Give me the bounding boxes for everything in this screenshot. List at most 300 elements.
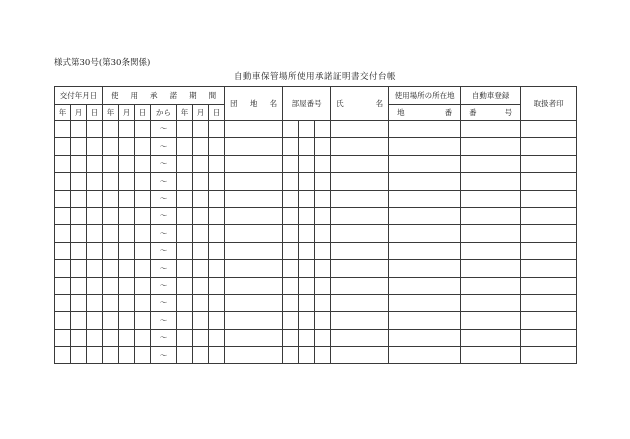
entry-cell[interactable]	[521, 242, 577, 259]
entry-cell[interactable]	[177, 347, 193, 364]
entry-cell[interactable]	[119, 155, 135, 172]
entry-cell[interactable]	[135, 155, 151, 172]
entry-cell[interactable]	[299, 347, 315, 364]
entry-cell[interactable]	[299, 312, 315, 329]
entry-cell[interactable]	[299, 190, 315, 207]
entry-cell[interactable]	[209, 173, 225, 190]
entry-cell[interactable]	[389, 347, 461, 364]
entry-cell[interactable]	[331, 121, 389, 138]
row-from-mark: 〜	[151, 225, 177, 242]
row-from-mark: 〜	[151, 329, 177, 346]
entry-cell[interactable]	[331, 294, 389, 311]
entry-cell[interactable]	[87, 329, 103, 346]
entry-cell[interactable]	[177, 207, 193, 224]
entry-cell[interactable]	[521, 347, 577, 364]
entry-cell[interactable]	[103, 225, 119, 242]
entry-cell[interactable]	[315, 225, 331, 242]
header-lot-number	[389, 105, 461, 121]
header-usage-period-char: 承	[150, 90, 158, 100]
entry-cell[interactable]	[461, 190, 521, 207]
register-row	[55, 155, 577, 172]
entry-cell[interactable]	[209, 277, 225, 294]
header-usage-period	[103, 87, 225, 105]
entry-cell[interactable]	[209, 190, 225, 207]
entry-cell[interactable]	[103, 173, 119, 190]
entry-cell[interactable]	[55, 277, 71, 294]
entry-cell[interactable]	[135, 347, 151, 364]
entry-cell[interactable]	[521, 173, 577, 190]
header-location: 使用場所の所在地	[389, 87, 461, 105]
entry-cell[interactable]	[87, 155, 103, 172]
entry-cell[interactable]	[331, 242, 389, 259]
entry-cell[interactable]	[461, 173, 521, 190]
header-year: 年	[103, 105, 119, 121]
entry-cell[interactable]	[87, 312, 103, 329]
header-number-char: 番	[469, 107, 477, 117]
entry-cell[interactable]	[299, 242, 315, 259]
entry-cell[interactable]	[87, 242, 103, 259]
entry-cell[interactable]	[389, 277, 461, 294]
register-row	[55, 121, 577, 138]
entry-cell[interactable]	[193, 242, 209, 259]
entry-cell[interactable]	[461, 242, 521, 259]
entry-cell[interactable]	[177, 329, 193, 346]
row-from-mark: 〜	[151, 242, 177, 259]
entry-cell[interactable]	[103, 155, 119, 172]
entry-cell[interactable]	[299, 138, 315, 155]
entry-cell[interactable]	[87, 294, 103, 311]
entry-cell[interactable]	[315, 173, 331, 190]
entry-cell[interactable]	[331, 260, 389, 277]
header-year: 年	[55, 105, 71, 121]
entry-cell[interactable]	[209, 312, 225, 329]
entry-cell[interactable]	[87, 207, 103, 224]
entry-cell[interactable]	[135, 294, 151, 311]
row-from-mark: 〜	[151, 312, 177, 329]
entry-cell[interactable]	[315, 312, 331, 329]
entry-cell[interactable]	[225, 207, 283, 224]
entry-cell[interactable]	[87, 260, 103, 277]
entry-cell[interactable]	[209, 347, 225, 364]
header-row-1	[55, 87, 577, 105]
entry-cell[interactable]	[209, 121, 225, 138]
entry-cell[interactable]	[135, 329, 151, 346]
entry-cell[interactable]	[177, 138, 193, 155]
entry-cell[interactable]	[299, 155, 315, 172]
row-from-mark: 〜	[151, 294, 177, 311]
entry-cell[interactable]	[103, 312, 119, 329]
entry-cell[interactable]	[461, 347, 521, 364]
entry-cell[interactable]	[119, 207, 135, 224]
entry-cell[interactable]	[87, 173, 103, 190]
row-from-mark: 〜	[151, 347, 177, 364]
entry-cell[interactable]	[193, 207, 209, 224]
entry-cell[interactable]	[119, 329, 135, 346]
entry-cell[interactable]	[521, 207, 577, 224]
entry-cell[interactable]	[135, 173, 151, 190]
entry-cell[interactable]	[315, 260, 331, 277]
entry-cell[interactable]	[71, 173, 87, 190]
entry-cell[interactable]	[193, 155, 209, 172]
entry-cell[interactable]	[209, 155, 225, 172]
entry-cell[interactable]	[103, 138, 119, 155]
entry-cell[interactable]	[299, 329, 315, 346]
entry-cell[interactable]	[55, 260, 71, 277]
entry-cell[interactable]	[389, 312, 461, 329]
entry-cell[interactable]	[389, 294, 461, 311]
header-usage-period-char: 間	[208, 90, 217, 100]
row-from-mark: 〜	[151, 207, 177, 224]
row-from-mark: 〜	[151, 121, 177, 138]
register-row	[55, 225, 577, 242]
header-name	[331, 87, 389, 121]
entry-cell[interactable]	[103, 260, 119, 277]
entry-cell[interactable]	[135, 312, 151, 329]
entry-cell[interactable]	[193, 312, 209, 329]
entry-cell[interactable]	[193, 173, 209, 190]
register-row	[55, 329, 577, 346]
entry-cell[interactable]	[331, 312, 389, 329]
entry-cell[interactable]	[177, 277, 193, 294]
row-from-mark: 〜	[151, 138, 177, 155]
entry-cell[interactable]	[461, 155, 521, 172]
entry-cell[interactable]	[103, 242, 119, 259]
entry-cell[interactable]	[119, 121, 135, 138]
entry-cell[interactable]	[177, 294, 193, 311]
entry-cell[interactable]	[55, 242, 71, 259]
entry-cell[interactable]	[55, 312, 71, 329]
entry-cell[interactable]	[283, 242, 299, 259]
header-name-char: 氏	[336, 98, 344, 108]
entry-cell[interactable]	[225, 225, 283, 242]
entry-cell[interactable]	[315, 121, 331, 138]
entry-cell[interactable]	[71, 138, 87, 155]
entry-cell[interactable]	[225, 294, 283, 311]
header-handler-seal: 取扱者印	[521, 87, 577, 121]
entry-cell[interactable]	[461, 260, 521, 277]
entry-cell[interactable]	[103, 347, 119, 364]
entry-cell[interactable]	[71, 155, 87, 172]
entry-cell[interactable]	[331, 347, 389, 364]
entry-cell[interactable]	[119, 347, 135, 364]
header-usage-period-char: 使	[111, 90, 119, 100]
entry-cell[interactable]	[103, 207, 119, 224]
entry-cell[interactable]	[389, 207, 461, 224]
entry-cell[interactable]	[71, 242, 87, 259]
entry-cell[interactable]	[331, 207, 389, 224]
register-row	[55, 294, 577, 311]
entry-cell[interactable]	[55, 329, 71, 346]
entry-cell[interactable]	[299, 207, 315, 224]
entry-cell[interactable]	[55, 121, 71, 138]
header-complex-name-char: 地	[249, 98, 258, 108]
entry-cell[interactable]	[119, 277, 135, 294]
entry-cell[interactable]	[283, 155, 299, 172]
entry-cell[interactable]	[119, 312, 135, 329]
entry-cell[interactable]	[177, 155, 193, 172]
entry-cell[interactable]	[177, 242, 193, 259]
entry-cell[interactable]	[87, 121, 103, 138]
register-row	[55, 277, 577, 294]
entry-cell[interactable]	[389, 173, 461, 190]
entry-cell[interactable]	[461, 207, 521, 224]
entry-cell[interactable]	[521, 312, 577, 329]
entry-cell[interactable]	[521, 294, 577, 311]
entry-cell[interactable]	[225, 347, 283, 364]
header-from: から	[151, 105, 177, 121]
entry-cell[interactable]	[71, 277, 87, 294]
entry-cell[interactable]	[177, 225, 193, 242]
entry-cell[interactable]	[331, 225, 389, 242]
form-number-label: 様式第30号(第30条関係)	[54, 58, 151, 68]
header-month: 月	[119, 105, 135, 121]
entry-cell[interactable]	[283, 225, 299, 242]
entry-cell[interactable]	[177, 121, 193, 138]
header-month: 月	[193, 105, 209, 121]
entry-cell[interactable]	[283, 312, 299, 329]
entry-cell[interactable]	[331, 138, 389, 155]
entry-cell[interactable]	[225, 173, 283, 190]
entry-cell[interactable]	[225, 138, 283, 155]
register-row	[55, 347, 577, 364]
entry-cell[interactable]	[389, 242, 461, 259]
entry-cell[interactable]	[135, 190, 151, 207]
entry-cell[interactable]	[389, 260, 461, 277]
entry-cell[interactable]	[225, 312, 283, 329]
entry-cell[interactable]	[193, 347, 209, 364]
header-complex-name-char: 名	[269, 98, 278, 108]
entry-cell[interactable]	[55, 347, 71, 364]
entry-cell[interactable]	[55, 173, 71, 190]
header-vehicle-registration: 自動車登録	[461, 87, 521, 105]
entry-cell[interactable]	[521, 121, 577, 138]
entry-cell[interactable]	[389, 138, 461, 155]
entry-cell[interactable]	[193, 260, 209, 277]
entry-cell[interactable]	[103, 329, 119, 346]
entry-cell[interactable]	[389, 121, 461, 138]
entry-cell[interactable]	[315, 138, 331, 155]
entry-cell[interactable]	[389, 190, 461, 207]
header-usage-period-char: 用	[130, 90, 139, 100]
entry-cell[interactable]	[71, 225, 87, 242]
entry-cell[interactable]	[87, 277, 103, 294]
entry-cell[interactable]	[461, 225, 521, 242]
header-complex-name-char: 団	[230, 98, 238, 108]
entry-cell[interactable]	[119, 138, 135, 155]
entry-cell[interactable]	[521, 329, 577, 346]
entry-cell[interactable]	[315, 294, 331, 311]
header-day: 日	[135, 105, 151, 121]
entry-cell[interactable]	[225, 260, 283, 277]
entry-cell[interactable]	[315, 347, 331, 364]
row-from-mark: 〜	[151, 277, 177, 294]
entry-cell[interactable]	[55, 294, 71, 311]
entry-cell[interactable]	[71, 347, 87, 364]
entry-cell[interactable]	[193, 225, 209, 242]
entry-cell[interactable]	[521, 155, 577, 172]
entry-cell[interactable]	[331, 329, 389, 346]
entry-cell[interactable]	[71, 260, 87, 277]
entry-cell[interactable]	[193, 294, 209, 311]
entry-cell[interactable]	[193, 277, 209, 294]
entry-cell[interactable]	[103, 190, 119, 207]
entry-cell[interactable]	[55, 138, 71, 155]
entry-cell[interactable]	[55, 225, 71, 242]
entry-cell[interactable]	[71, 207, 87, 224]
entry-cell[interactable]	[193, 190, 209, 207]
entry-cell[interactable]	[283, 260, 299, 277]
entry-cell[interactable]	[389, 329, 461, 346]
entry-cell[interactable]	[461, 294, 521, 311]
register-row	[55, 312, 577, 329]
entry-cell[interactable]	[71, 329, 87, 346]
entry-cell[interactable]	[71, 121, 87, 138]
register-row	[55, 207, 577, 224]
row-from-mark: 〜	[151, 155, 177, 172]
entry-cell[interactable]	[55, 155, 71, 172]
entry-cell[interactable]	[283, 347, 299, 364]
entry-cell[interactable]	[283, 190, 299, 207]
entry-cell[interactable]	[331, 155, 389, 172]
entry-cell[interactable]	[193, 121, 209, 138]
entry-cell[interactable]	[331, 277, 389, 294]
entry-cell[interactable]	[177, 312, 193, 329]
entry-cell[interactable]	[283, 121, 299, 138]
entry-cell[interactable]	[315, 190, 331, 207]
entry-cell[interactable]	[521, 277, 577, 294]
entry-cell[interactable]	[283, 138, 299, 155]
entry-cell[interactable]	[461, 138, 521, 155]
entry-cell[interactable]	[135, 260, 151, 277]
entry-cell[interactable]	[209, 138, 225, 155]
header-year: 年	[177, 105, 193, 121]
header-lot-number-char: 地	[397, 107, 405, 117]
entry-cell[interactable]	[135, 277, 151, 294]
header-lot-number-char: 番	[444, 107, 453, 117]
entry-cell[interactable]	[225, 190, 283, 207]
entry-cell[interactable]	[177, 190, 193, 207]
entry-cell[interactable]	[209, 225, 225, 242]
entry-cell[interactable]	[119, 260, 135, 277]
entry-cell[interactable]	[119, 190, 135, 207]
entry-cell[interactable]	[283, 207, 299, 224]
entry-cell[interactable]	[209, 260, 225, 277]
register-row	[55, 260, 577, 277]
entry-cell[interactable]	[389, 155, 461, 172]
row-from-mark: 〜	[151, 190, 177, 207]
entry-cell[interactable]	[119, 173, 135, 190]
entry-cell[interactable]	[135, 121, 151, 138]
entry-cell[interactable]	[209, 294, 225, 311]
entry-cell[interactable]	[389, 225, 461, 242]
entry-cell[interactable]	[103, 294, 119, 311]
entry-cell[interactable]	[71, 312, 87, 329]
entry-cell[interactable]	[209, 207, 225, 224]
entry-cell[interactable]	[299, 277, 315, 294]
entry-cell[interactable]	[299, 260, 315, 277]
entry-cell[interactable]	[299, 173, 315, 190]
entry-cell[interactable]	[461, 121, 521, 138]
entry-cell[interactable]	[315, 155, 331, 172]
entry-cell[interactable]	[119, 242, 135, 259]
entry-cell[interactable]	[299, 294, 315, 311]
entry-cell[interactable]	[521, 225, 577, 242]
entry-cell[interactable]	[87, 190, 103, 207]
header-name-char: 名	[375, 98, 384, 108]
entry-cell[interactable]	[225, 329, 283, 346]
entry-cell[interactable]	[521, 190, 577, 207]
entry-cell[interactable]	[177, 173, 193, 190]
entry-cell[interactable]	[331, 190, 389, 207]
row-from-mark: 〜	[151, 260, 177, 277]
entry-cell[interactable]	[521, 260, 577, 277]
entry-cell[interactable]	[87, 225, 103, 242]
header-room-number: 部屋番号	[283, 87, 331, 121]
entry-cell[interactable]	[225, 277, 283, 294]
entry-cell[interactable]	[461, 312, 521, 329]
entry-cell[interactable]	[87, 138, 103, 155]
entry-cell[interactable]	[331, 173, 389, 190]
entry-cell[interactable]	[71, 190, 87, 207]
header-usage-period-char: 諾	[169, 90, 178, 100]
register-row	[55, 173, 577, 190]
header-number	[461, 105, 521, 121]
entry-cell[interactable]	[177, 260, 193, 277]
entry-cell[interactable]	[135, 242, 151, 259]
entry-cell[interactable]	[87, 347, 103, 364]
entry-cell[interactable]	[225, 121, 283, 138]
header-complex-name	[225, 87, 283, 121]
entry-cell[interactable]	[283, 329, 299, 346]
entry-cell[interactable]	[209, 242, 225, 259]
entry-cell[interactable]	[71, 294, 87, 311]
entry-cell[interactable]	[103, 277, 119, 294]
entry-cell[interactable]	[103, 121, 119, 138]
entry-cell[interactable]	[283, 173, 299, 190]
header-day: 日	[87, 105, 103, 121]
entry-cell[interactable]	[225, 155, 283, 172]
register-row	[55, 190, 577, 207]
entry-cell[interactable]	[209, 329, 225, 346]
row-from-mark: 〜	[151, 173, 177, 190]
entry-cell[interactable]	[135, 207, 151, 224]
register-row	[55, 138, 577, 155]
entry-cell[interactable]	[283, 277, 299, 294]
entry-cell[interactable]	[55, 190, 71, 207]
entry-cell[interactable]	[315, 207, 331, 224]
entry-cell[interactable]	[283, 294, 299, 311]
header-usage-period-char: 期	[189, 90, 197, 100]
entry-cell[interactable]	[521, 138, 577, 155]
entry-cell[interactable]	[119, 294, 135, 311]
entry-cell[interactable]	[225, 242, 283, 259]
entry-cell[interactable]	[119, 225, 135, 242]
header-issue-date: 交付年月日	[55, 87, 103, 105]
entry-cell[interactable]	[299, 225, 315, 242]
entry-cell[interactable]	[315, 329, 331, 346]
register-row	[55, 242, 577, 259]
entry-cell[interactable]	[193, 138, 209, 155]
entry-cell[interactable]	[135, 225, 151, 242]
entry-cell[interactable]	[461, 329, 521, 346]
entry-cell[interactable]	[315, 277, 331, 294]
entry-cell[interactable]	[315, 242, 331, 259]
entry-cell[interactable]	[461, 277, 521, 294]
entry-cell[interactable]	[193, 329, 209, 346]
entry-cell[interactable]	[299, 121, 315, 138]
entry-cell[interactable]	[135, 138, 151, 155]
entry-cell[interactable]	[55, 207, 71, 224]
